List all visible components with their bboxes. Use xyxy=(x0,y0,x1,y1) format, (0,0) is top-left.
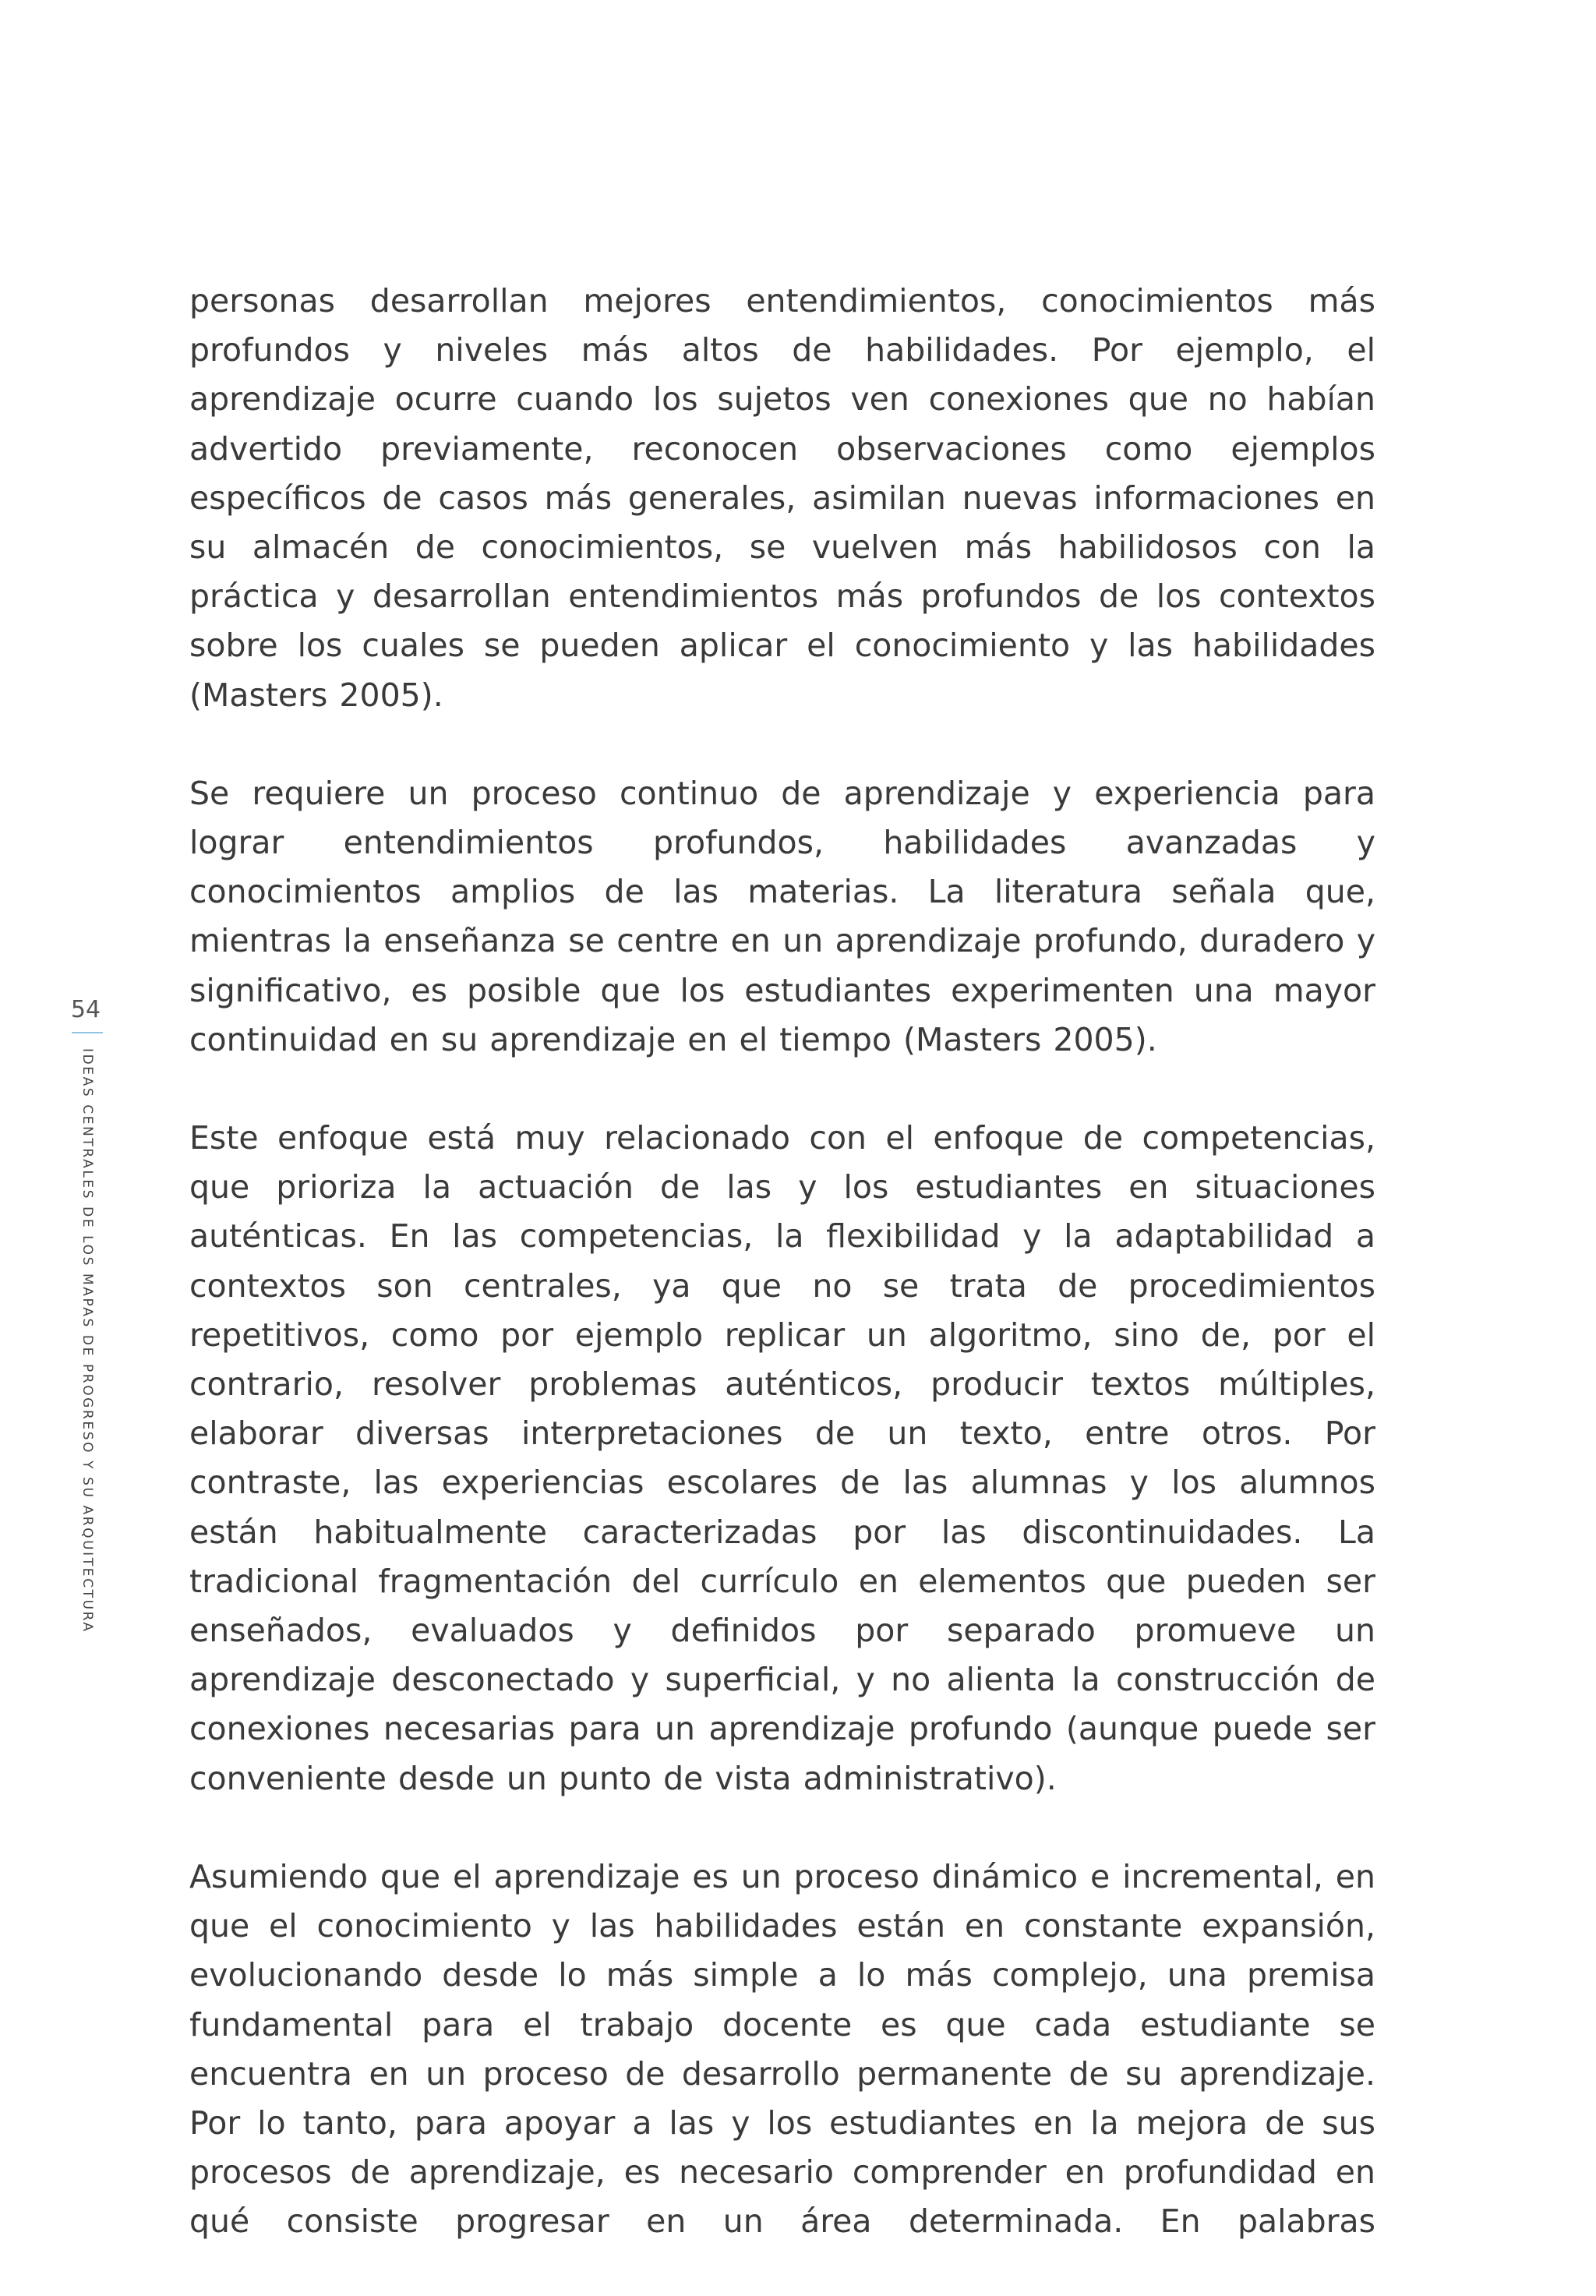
page-number-rule xyxy=(72,1032,103,1033)
page-number: 54 xyxy=(70,996,101,1023)
paragraph-4: Asumiendo que el aprendizaje es un proceso dinámico e incremental, en que el conocimiento y las habilidades están en constante expansión, evolucionando desde lo más simple a lo más complejo, una premisa fundamental para el trabajo docente es que cada estudiante se encuentra en un proceso de desarrollo permanente de su aprendizaje. Por lo tanto, para apoyar a las y los estudiantes en la mejora de sus procesos de aprendizaje, es necesario comprender en profundidad en qué consiste progresar en un área determinada. En palabras xyxy=(189,1857,1375,2241)
paragraph-2: Se requiere un proceso continuo de aprendizaje y experiencia para lograr entendimientos profundos, habilidades avanzadas y conocimientos amplios de las materias. La literatura señala que, mientras la enseñanza se centre en un aprendizaje profundo, duradero y significativo, es posible que los estudiantes experimenten una mayor continuidad en su aprendizaje en el tiempo (Masters 2005). xyxy=(189,774,1375,1058)
paragraph-1: personas desarrollan mejores entendimientos, conocimientos más profundos y niveles más altos de habilidades. Por ejemplo, el aprendizaje ocurre cuando los sujetos ven conexiones que no habían advertido previamente, reconocen observaciones como ejemplos específicos de casos más generales, asimilan nuevas informaciones en su almacén de conocimientos, se vuelven más habilidosos con la práctica y desarrollan entendimientos más profundos de los contextos sobre los cuales se pueden aplicar el conocimiento y las habilidades (Masters 2005). xyxy=(189,282,1375,714)
running-title: IDEAS CENTRALES DE LOS MAPAS DE PROGRESO Y SU ARQUITECTURA xyxy=(79,1048,95,1634)
paragraph-3: Este enfoque está muy relacionado con el enfoque de competencias, que prioriza la actuación de las y los estudiantes en situaciones auténticas. En las competencias, la flexibilidad y la adaptabilidad a contextos son centrales, ya que no se trata de procedimientos repetitivos, como por ejemplo replicar un algoritmo, sino de, por el contrario, resolver problemas auténticos, producir textos múltiples, elaborar diversas interpretaciones de un texto, entre otros. Por contraste, las experiencias escolares de las alumnas y los alumnos están habitualmente caracterizadas por las discontinuidades. La tradicional fragmentación del currículo en elementos que pueden ser enseñados, evaluados y definidos por separado promueve un aprendizaje desconectado y superficial, y no alienta la construcción de conexiones necesarias para un aprendizaje profundo (aunque puede ser conveniente desde un punto de vista administrativo). xyxy=(189,1119,1375,1797)
body-text xyxy=(189,277,1375,2296)
